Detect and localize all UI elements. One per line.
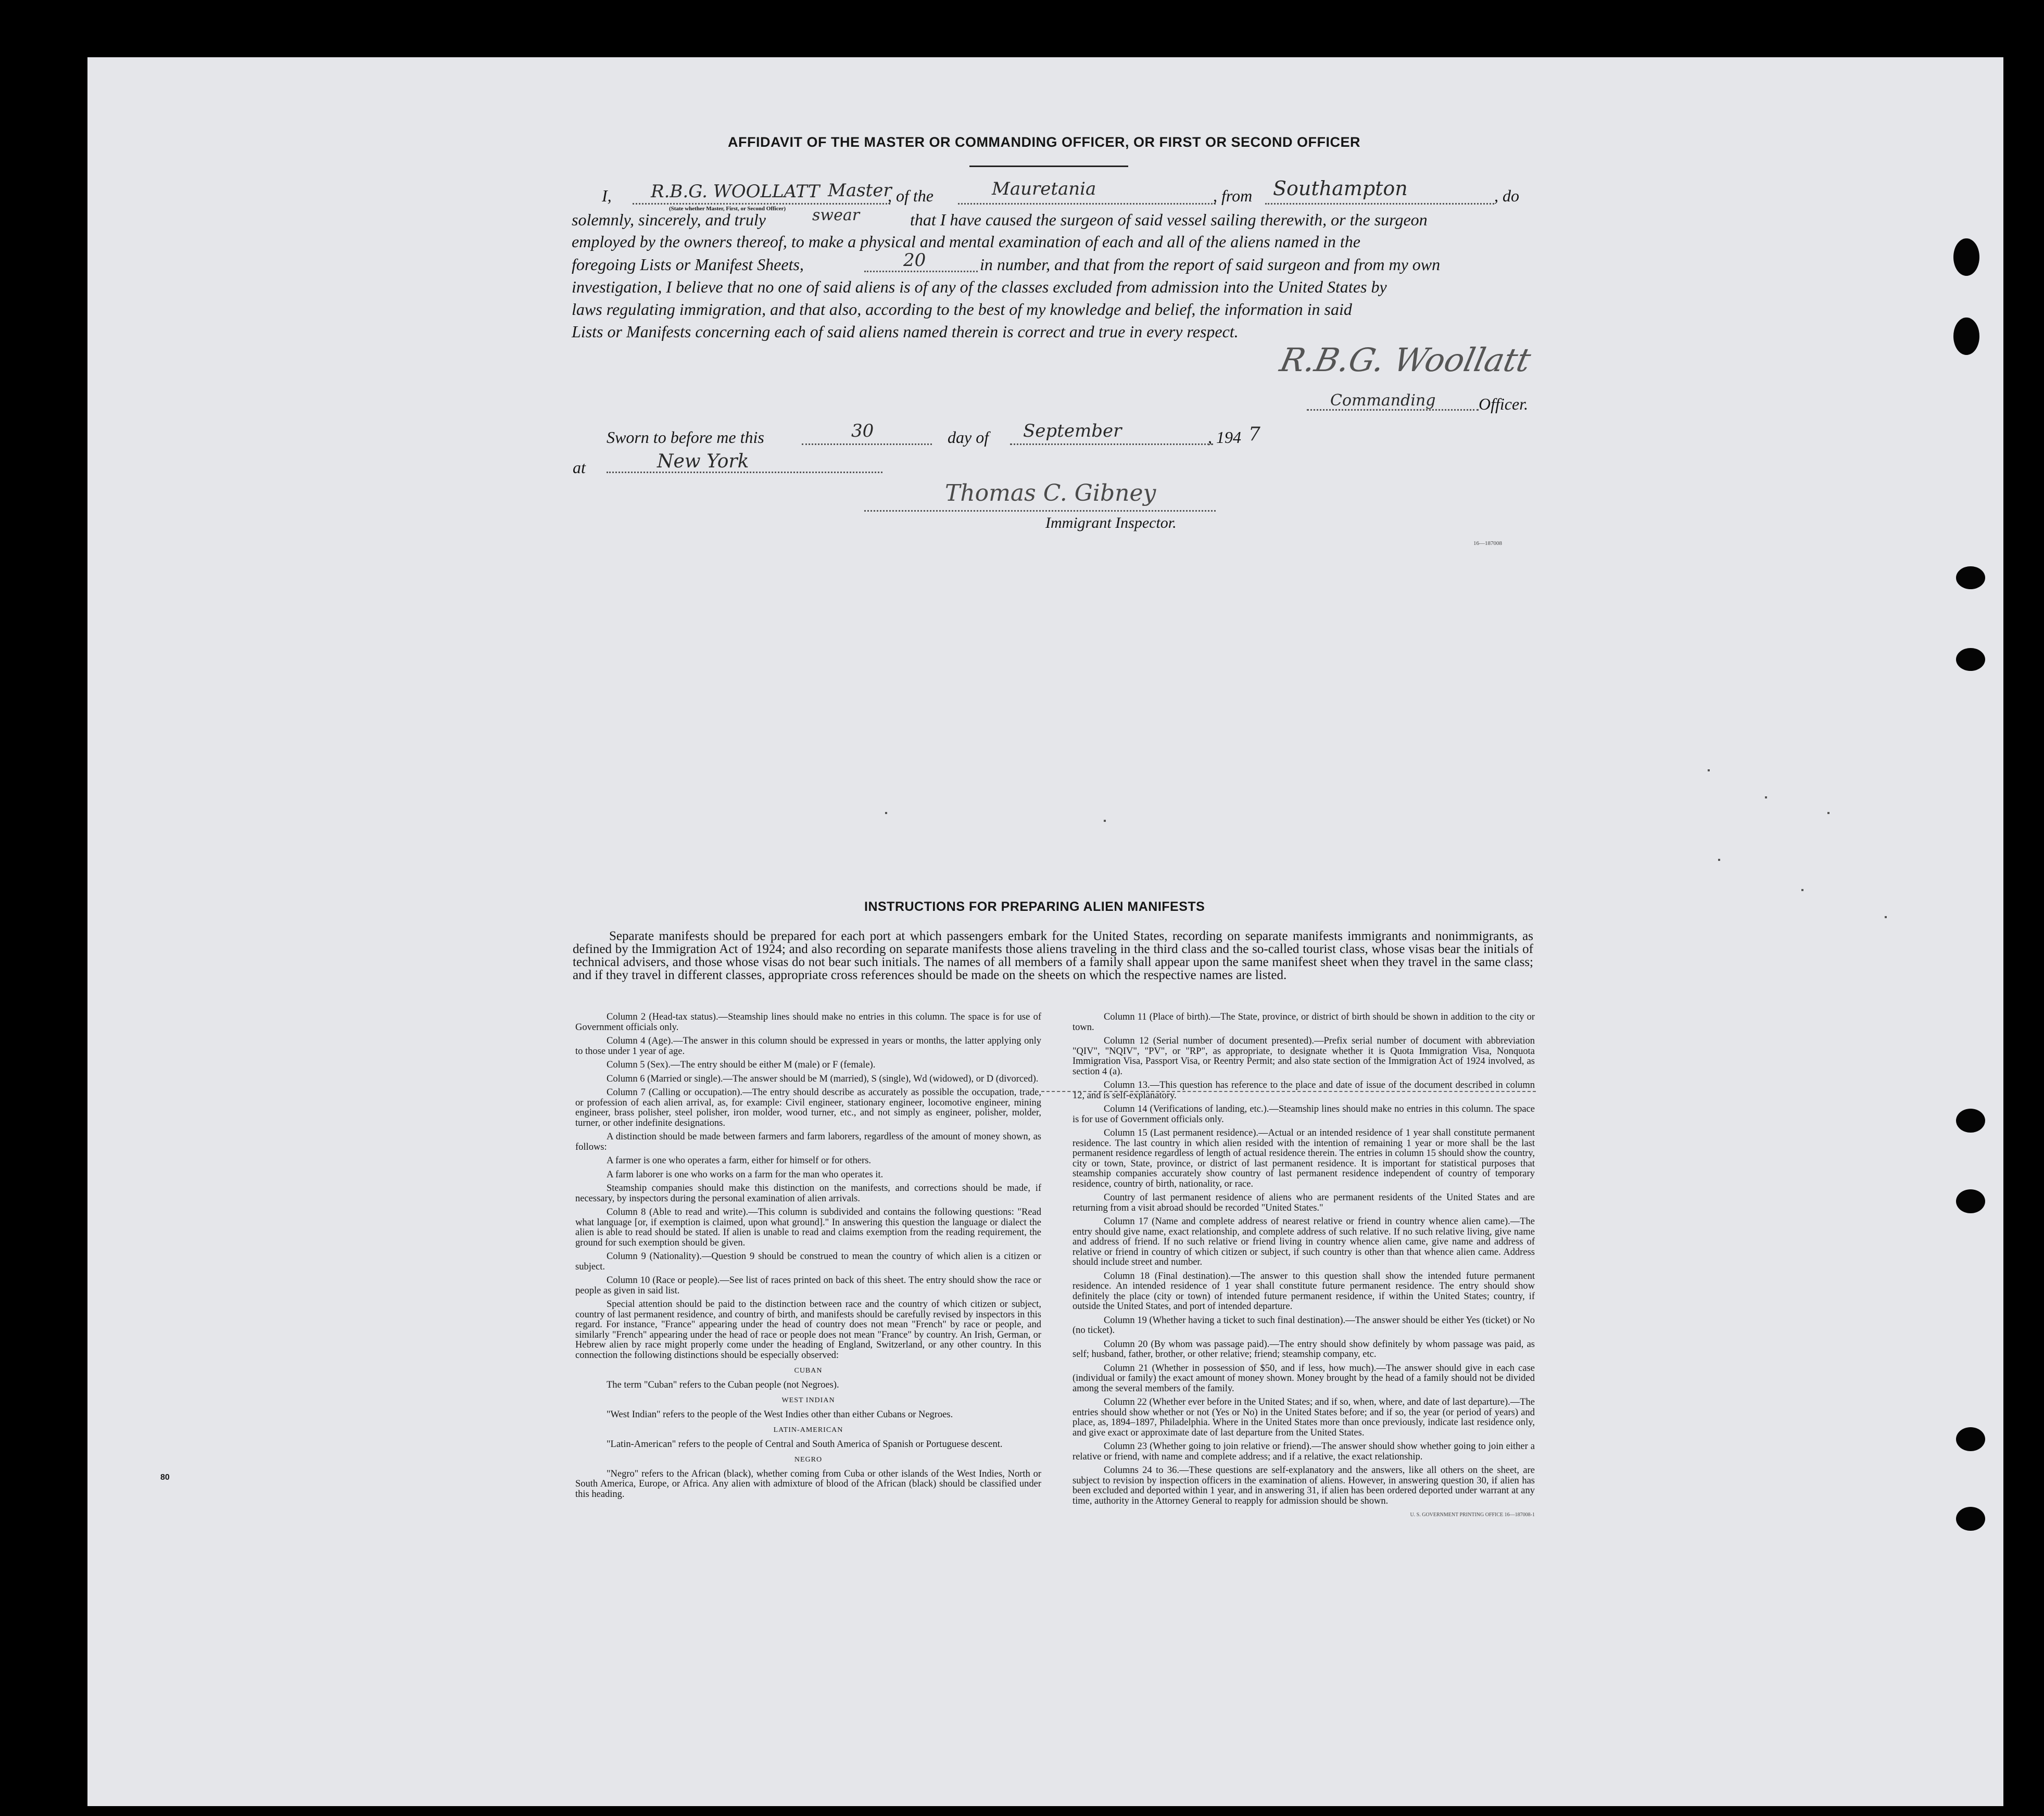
- right-para: Columns 24 to 36.—These questions are self-explanatory and the answers, like all others on the sheet, are subject to revision by inspection officers in the examination of aliens. However, in answering question 30, if alien has been excluded and deported within 1 year, and in answering 31, if alien has been ordered deported under warrant at any time, authority in the Attorney General to reapply for admission should be shown.: [1073, 1465, 1535, 1506]
- form-number: 16—187008: [1473, 540, 1502, 547]
- negro-definition: "Negro" refers to the African (black), whether coming from Cuba or other islands of the West Indies, North or South America, Europe, or Africa. Any alien with admixture of blood of the African (black) should be classified under this heading.: [575, 1468, 1041, 1500]
- month-blank: [1010, 443, 1213, 445]
- affidavit-line-5: investigation, I believe that no one of said aliens is of any of the classes excluded from admission into the United States by: [572, 277, 1387, 296]
- negro-heading: NEGRO: [794, 1456, 823, 1464]
- right-para: Column 15 (Last permanent residence).—Actual or an intended residence of 1 year shall constitute permanent residence. The last country in which alien resided with the intention of remaining 1 year or more shall be the last permanent residence regardless of length of actual residence therein. The entries in column 15 should show the country, city or town, State, province, or district of last permanent residence. It is important for statistical purposes that steamship companies accurately show country of last permanent residence independent of country of temporary residence, country of birth, nationality, or race.: [1073, 1128, 1535, 1189]
- affidavit-title: AFFIDAVIT OF THE MASTER OR COMMANDING OFFICER, OR FIRST OR SECOND OFFICER: [728, 134, 1360, 150]
- affidavit-line-3: employed by the owners thereof, to make a physical and mental examination of each and all of the aliens named in the: [572, 232, 1360, 251]
- right-para: Column 18 (Final destination).—The answer to this question shall show the intended future permanent residence. An intended residence of 1 year shall constitute future permanent residence. The entry should show definitely the place (city or town) of intended future permanent residence, if within the United States; country, if outside the United States, and port of intended departure.: [1073, 1271, 1535, 1312]
- officer-rank-handwritten: Commanding: [1330, 391, 1436, 410]
- left-para: Column 5 (Sex).—The entry should be either M (male) or F (female).: [607, 1060, 876, 1070]
- instructions-right-column: [1073, 1012, 1535, 1520]
- left-para: A farmer is one who operates a farm, either for himself or for others.: [607, 1155, 872, 1166]
- right-para: Column 23 (Whether going to join relative or friend).—The answer should show whether going to join either a relative or friend, with name and complete address; and if a relative, the exact relationship.: [1073, 1441, 1535, 1462]
- affidavit-line-2b: that I have caused the surgeon of said vessel sailing therewith, or the surgeon: [910, 210, 1428, 229]
- departure-port: Southampton: [1273, 177, 1408, 200]
- punch-hole-4: [1956, 648, 1985, 671]
- punch-hole-2: [1953, 318, 1979, 355]
- day-of-text: day of: [948, 428, 989, 447]
- inspector-blank: [864, 510, 1216, 512]
- cuban-heading: CUBAN: [794, 1367, 823, 1375]
- left-para: A distinction should be made between farmers and farm laborers, regardless of the amount of money shown, as follows:: [575, 1132, 1041, 1152]
- right-para: Country of last permanent residence of aliens who are permanent residents of the United States and are returning from a visit abroad should be recorded "United States.": [1073, 1192, 1535, 1213]
- scan-speck: [885, 812, 887, 814]
- left-para: Column 6 (Married or single).—The answer should be M (married), S (single), Wd (widowed), or D (divorced).: [607, 1073, 1039, 1084]
- affidavit-line-7: Lists or Manifests concerning each of said aliens named therein is correct and true in every respect.: [572, 322, 1239, 341]
- left-para: Column 4 (Age).—The answer in this column should be expressed in years or months, the latter applying only to those under 1 year of age.: [575, 1036, 1041, 1057]
- instructions-title: INSTRUCTIONS FOR PREPARING ALIEN MANIFESTS: [864, 899, 1205, 914]
- scan-speck: [1765, 796, 1767, 798]
- fold-line: [1041, 1091, 1536, 1092]
- punch-hole-7: [1956, 1427, 1985, 1451]
- sworn-day: 30: [851, 421, 874, 441]
- master-signature: R.B.G. Woollatt: [1277, 341, 1534, 379]
- name-blank: [633, 203, 890, 205]
- left-para: Column 8 (Able to read and write).—This column is subdivided and contains the following questions: "Read what language [or, if exemption is claimed, upon what ground]." In answering this question the language or dialect the alien is able to read should be stated. If alien is unable to read and claims exemption from the reading requirement, the ground for such exemption should be given.: [575, 1207, 1041, 1248]
- sworn-month: September: [1023, 421, 1122, 441]
- day-blank: [802, 443, 932, 445]
- affidavit-line-2a: solemnly, sincerely, and truly: [572, 210, 766, 229]
- punch-hole-8: [1956, 1507, 1985, 1531]
- at-text: at: [573, 458, 586, 477]
- sworn-year-digit: 7: [1248, 424, 1260, 445]
- scan-speck: [1827, 812, 1829, 814]
- left-para: Column 2 (Head-tax status).—Steamship lines should make no entries in this column. The space is for use of Government officials only.: [575, 1012, 1041, 1033]
- officer-blank: [1307, 409, 1479, 411]
- right-para: Column 19 (Whether having a ticket to such final destination).—The answer should be either Yes (ticket) or No (no ticket).: [1073, 1315, 1535, 1336]
- affidavit-line-4b: in number, and that from the report of said surgeon and from my own: [980, 255, 1441, 274]
- right-para: Column 20 (By whom was passage paid).—The entry should show definitely by whom passage was paid, as self; husband, father, brother, or other relative; friend; steamship company, etc.: [1073, 1339, 1535, 1360]
- right-para: Column 12 (Serial number of document presented).—Prefix serial number of document with abbreviation "QIV", "NQIV", "PV", or "RP", as appropriate, to designate whether it is Quota Immigration Visa, Nonquota Immigration Visa, Passport Visa, or Reentry Permit; and also state section of the Immigration Act of 1924 involved, as section 4 (a).: [1073, 1036, 1535, 1077]
- latin-american-heading: LATIN-AMERICAN: [773, 1426, 843, 1434]
- scan-speck: [1718, 859, 1720, 861]
- vessel-name: Mauretania: [992, 179, 1096, 199]
- master-name: R.B.G. WOOLLATT: [651, 181, 820, 202]
- punch-hole-1: [1953, 238, 1979, 276]
- affidavit-line-6: laws regulating immigration, and that also, according to the best of my knowledge and belief, the information in said: [572, 300, 1352, 319]
- scan-speck: [1885, 916, 1887, 918]
- oath-word: swear: [812, 206, 860, 224]
- instructions-left-column: [575, 1012, 1041, 1503]
- sworn-text: Sworn to before me this: [607, 428, 764, 447]
- left-para: A farm laborer is one who works on a farm for the man who operates it.: [607, 1169, 884, 1180]
- cuban-definition: The term "Cuban" refers to the Cuban people (not Negroes).: [607, 1379, 839, 1390]
- officer-suffix: Officer.: [1479, 395, 1529, 413]
- affidavit-pronoun: I,: [602, 186, 612, 205]
- of-the-text: , of the: [888, 186, 933, 205]
- from-text: , from: [1213, 186, 1253, 205]
- sworn-place: New York: [657, 451, 749, 472]
- punch-hole-6: [1956, 1189, 1985, 1213]
- port-blank: [1265, 203, 1494, 205]
- right-para: Column 22 (Whether ever before in the United States; and if so, when, where, and date of last departure).—The entries should show whether or not (Yes or No) in the United States before; and if so, the year (or period of years) and place, as, 1894–1897, Philadelphia. Where in the United States more than once previously, indicate last residence only, and give exact or approximate date of last departure from the United States.: [1073, 1397, 1535, 1438]
- vessel-blank: [958, 203, 1216, 205]
- right-para: Column 21 (Whether in possession of $50, and if less, how much).—The answer should give in each case (individual or family) the exact amount of money shown. Money brought by the head of a family should not be divided among the several members of the family.: [1073, 1363, 1535, 1394]
- year-prefix: , 194: [1208, 428, 1241, 447]
- left-para: Column 10 (Race or people).—See list of races printed on back of this sheet. The entry should show the race or people as given in said list.: [575, 1275, 1041, 1296]
- printer-note: U. S. GOVERNMENT PRINTING OFFICE 16—187008-1: [1410, 1512, 1535, 1518]
- inspector-title: Immigrant Inspector.: [1045, 514, 1177, 531]
- scan-speck: [1708, 769, 1710, 771]
- inspector-signature: Thomas C. Gibney: [945, 480, 1156, 506]
- right-para: Column 11 (Place of birth).—The State, province, or district of birth should be shown in addition to the city or town.: [1073, 1012, 1535, 1033]
- right-para: Column 17 (Name and complete address of nearest relative or friend in country whence alien came).—The entry should give name, exact relationship, and complete address of such relative. If no such relative living, give name and address of friend. If no such relative or friend living in country whence alien came, give name and address of relative or friend in country of which citizen or subject, if such country is other than that whence alien came. Address should include street and number.: [1073, 1216, 1535, 1267]
- left-para: Column 9 (Nationality).—Question 9 should be construed to mean the country of which alien is a citizen or subject.: [575, 1251, 1041, 1272]
- punch-hole-5: [1956, 1109, 1985, 1133]
- west-indian-heading: WEST INDIAN: [781, 1396, 835, 1404]
- sheet-count: 20: [903, 250, 926, 271]
- affidavit-line-4a: foregoing Lists or Manifest Sheets,: [572, 255, 804, 274]
- master-rank: Master: [828, 180, 892, 201]
- title-rule: [969, 166, 1128, 167]
- punch-hole-3: [1956, 566, 1985, 589]
- left-para: Steamship companies should make this distinction on the manifests, and corrections should be made, if necessary, by inspectors during the personal examination of alien arrivals.: [575, 1183, 1041, 1204]
- sheets-blank: [864, 271, 978, 272]
- latin-american-definition: "Latin-American" refers to the people of Central and South America of Spanish or Portuguese descent.: [607, 1439, 1003, 1450]
- instructions-intro: Separate manifests should be prepared for each port at which passengers embark for the United States, recording on separate manifests immigrants and nonimmigrants, as defined by the Immigration Act of 1924; and also recording on separate manifests those aliens traveling in the third class and the so-called tourist class, whose visas bear the initials of technical advisers, and those whose visas do not bear such initials. The names of all members of a family shall appear upon the same manifest sheet when they travel in the same class; and if they travel in different classes, appropriate cross references should be made on the sheets on which the respective names are listed.: [573, 929, 1533, 982]
- do-text: , do: [1494, 186, 1519, 205]
- scan-speck: [1104, 820, 1106, 822]
- rank-note: (State whether Master, First, or Second Officer): [669, 206, 786, 212]
- margin-marks: 80: [160, 1473, 170, 1482]
- west-indian-definition: "West Indian" refers to the people of the West Indies other than either Cubans or Negroes.: [607, 1409, 953, 1420]
- right-para: Column 14 (Verifications of landing, etc.).—Steamship lines should make no entries in this column. The space is for use of Government officials only.: [1073, 1104, 1535, 1125]
- scan-speck: [1801, 889, 1803, 891]
- left-para: Special attention should be paid to the distinction between race and the country of which citizen or subject, country of last permanent residence, and country of birth, and manifests should be carefully revised by inspectors in this regard. For instance, "France" appearing under the head of country does not mean "French" by race or people, and similarly "French" appearing under the head of race or people does not mean "France" by country. An Irish, German, or Hebrew alien by race might properly come under the heading of England, Switzerland, or any other country. In this connection the following distinctions should be especially observed:: [575, 1299, 1041, 1361]
- left-para: Column 7 (Calling or occupation).—The entry should describe as accurately as possible the occupation, trade, or profession of each alien arrival, as, for example: Civil engineer, stationary engineer, locomotive engineer, mining engineer, brass polisher, steel polisher, iron molder, wood turner, etc., and not simply as engineer, polisher, molder, turner, or other indefinite designations.: [575, 1087, 1041, 1128]
- right-para: Column 13.—This question has reference to the place and date of issue of the document described in column 12, and is self-explanatory.: [1073, 1080, 1535, 1101]
